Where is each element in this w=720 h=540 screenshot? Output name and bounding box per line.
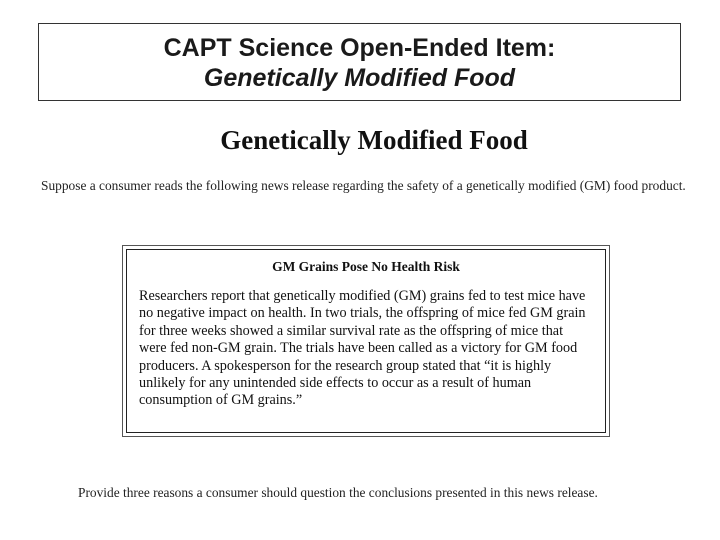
slide-title-line-1: CAPT Science Open-Ended Item: [163,34,556,62]
intro-paragraph: Suppose a consumer reads the following news release regarding the safety of a genetically modified (GM) food product. [41,178,686,193]
news-release-frame [122,245,610,437]
document-heading: Genetically Modified Food [220,125,528,155]
question-prompt: Provide three reasons a consumer should question the conclusions presented in this news release. [78,485,598,500]
news-release-box [126,249,606,433]
slide-title-box [38,23,681,101]
slide-title-line-2: Genetically Modified Food [203,64,516,92]
news-release-body: Researchers report that genetically modified (GM) grains fed to test mice have no negative impact on health. In two trials, the offspring of mice fed GM grain for three weeks showed a similar survival rate as the offspring of mice that were fed non-GM grain. The trials have been called as a victory for GM food producers. A spokesperson for the research group stated that “it is highly unlikely for any unintended side effects to occur as a result of human consumption of GM grains.” [139,288,586,409]
news-release-headline: GM Grains Pose No Health Risk [272,259,460,274]
